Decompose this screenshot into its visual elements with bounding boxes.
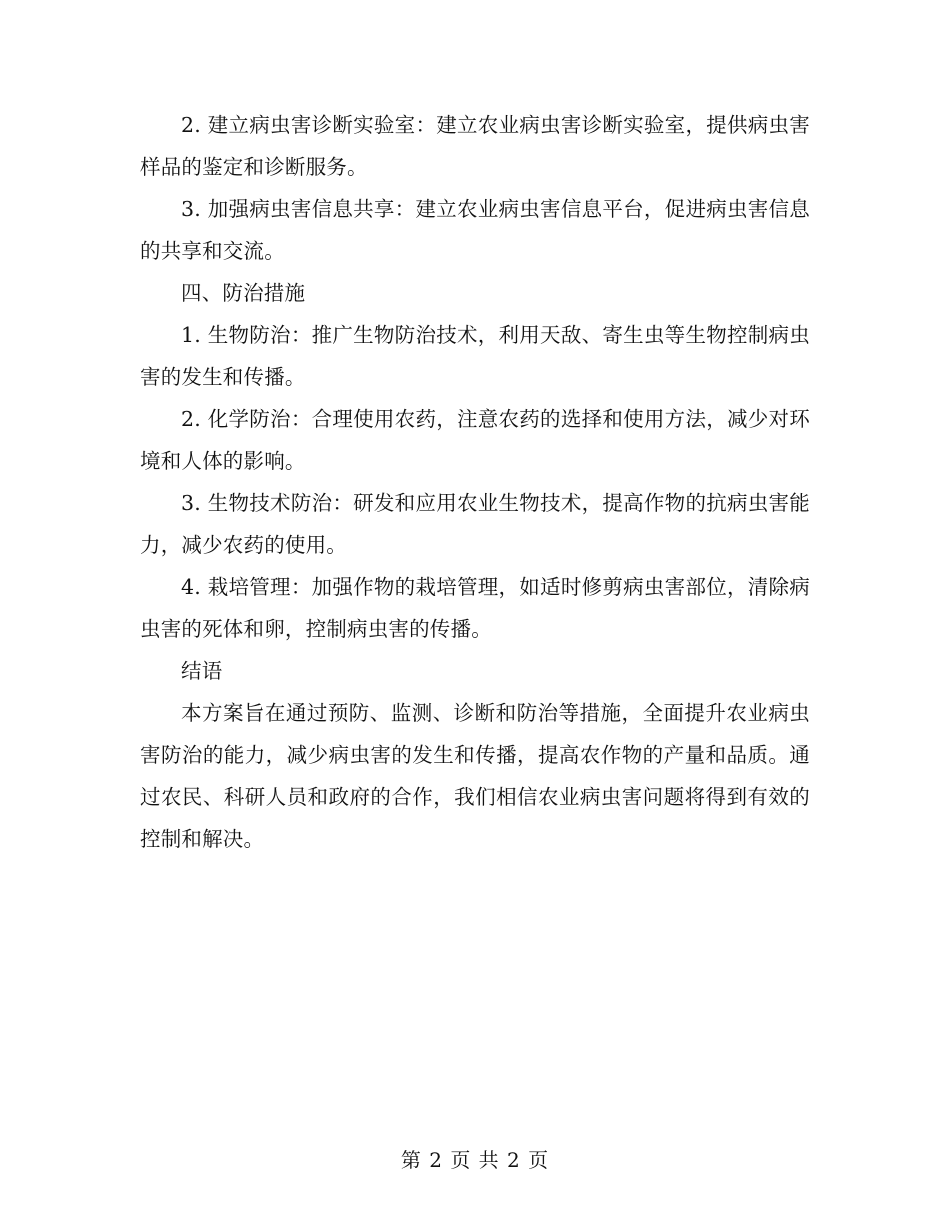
paragraph-info-sharing: 3. 加强病虫害信息共享：建立农业病虫害信息平台，促进病虫害信息的共享和交流。	[140, 197, 810, 263]
paragraph-biological-control: 1. 生物防治：推广生物防治技术，利用天敌、寄生虫等生物控制病虫害的发生和传播。	[140, 323, 810, 389]
section-heading-control-measures: 四、防治措施	[181, 281, 306, 305]
paragraph-conclusion: 本方案旨在通过预防、监测、诊断和防治等措施，全面提升农业病虫害防治的能力，减少病虫害的发生和传播，提高农作物的产量和品质。通过农民、科研人员和政府的合作，我们相信农业病虫害问题将得到有效的控制和解决。	[140, 701, 810, 851]
paragraph-cultivation-management: 4. 栽培管理：加强作物的栽培管理，如适时修剪病虫害部位，清除病虫害的死体和卵，控制病虫害的传播。	[140, 575, 810, 641]
page-footer-number: 第 2 页 共 2 页	[400, 1148, 550, 1172]
section-heading-conclusion: 结语	[181, 659, 223, 683]
document-body	[140, 104, 810, 860]
paragraph-chemical-control: 2. 化学防治：合理使用农药，注意农药的选择和使用方法，减少对环境和人体的影响。	[140, 407, 810, 473]
paragraph-biotech-control: 3. 生物技术防治：研发和应用农业生物技术，提高作物的抗病虫害能力，减少农药的使用。	[140, 491, 810, 557]
paragraph-diagnosis-lab: 2. 建立病虫害诊断实验室：建立农业病虫害诊断实验室，提供病虫害样品的鉴定和诊断服务。	[140, 113, 810, 179]
